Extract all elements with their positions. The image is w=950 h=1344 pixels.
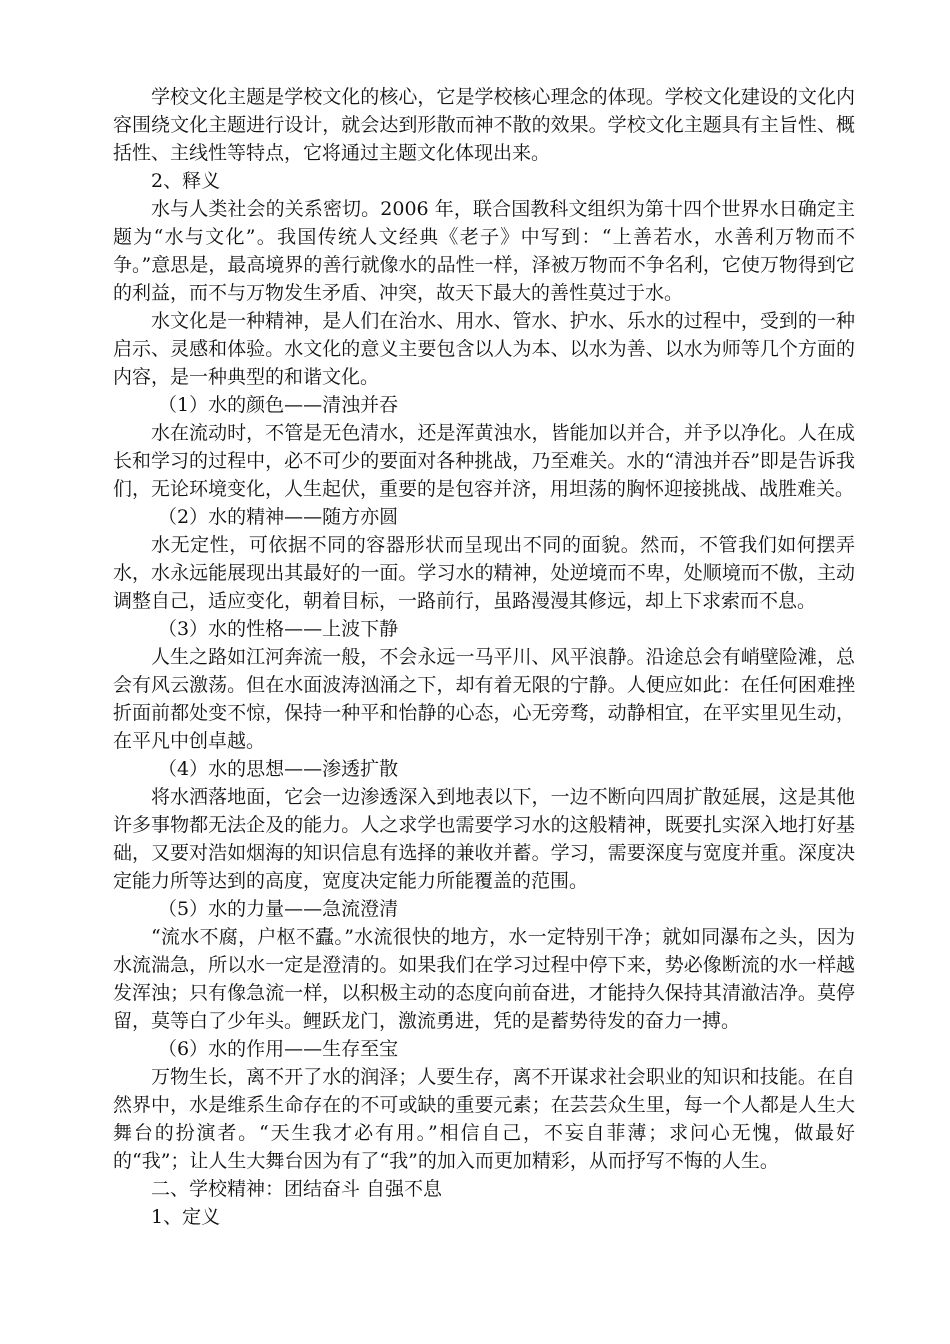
subheading-water-character: （3）水的性格——上波下静 xyxy=(158,618,399,640)
subheading-water-spirit: （2）水的精神——随方亦圆 xyxy=(158,506,399,528)
heading-explanation: 2、释义 xyxy=(151,170,221,192)
subheading-water-thought: （4）水的思想——渗透扩散 xyxy=(158,758,399,780)
heading-school-spirit: 二、学校精神：团结奋斗 自强不息 xyxy=(151,1178,443,1200)
paragraph-water-spirit: 水无定性，可依据不同的容器形状而呈现出不同的面貌。然而，不管我们如何摆弄水，水永远能展现出其最好的一面。学习水的精神，处逆境而不卑，处顺境而不傲，主动调整自己，适应变化，朝着目标，一路前行，虽路漫漫其修远，却上下求索而不息。 xyxy=(113,534,855,612)
subheading-water-function: （6）水的作用——生存至宝 xyxy=(158,1038,399,1060)
subheading-water-color: （1）水的颜色——清浊并吞 xyxy=(158,394,399,416)
paragraph-water-thought: 将水洒落地面，它会一边渗透深入到地表以下，一边不断向四周扩散延展，这是其他许多事物都无法企及的能力。人之求学也需要学习水的这般精神，既要扎实深入地打好基础，又要对浩如烟海的知识信息有选择的兼收并蓄。学习，需要深度与宽度并重。深度决定能力所等达到的高度，宽度决定能力所能覆盖的范围。 xyxy=(113,786,855,892)
paragraph-water-power: “流水不腐，户枢不蠹。”水流很快的地方，水一定特别干净；就如同瀑布之头，因为水流湍急，所以水一定是澄清的。如果我们在学习过程中停下来，势必像断流的水一样越发浑浊；只有像急流一样，以积极主动的态度向前奋进，才能持久保持其清澈洁净。莫停留，莫等白了少年头。鲤跃龙门，激流勇进，凭的是蓄势待发的奋力一搏。 xyxy=(113,926,855,1032)
paragraph-water-culture: 水文化是一种精神，是人们在治水、用水、管水、护水、乐水的过程中，受到的一种启示、灵感和体验。水文化的意义主要包含以人为本、以水为善、以水为师等几个方面的内容，是一种典型的和谐文化。 xyxy=(113,310,855,388)
paragraph-theme-intro: 学校文化主题是学校文化的核心，它是学校核心理念的体现。学校文化建设的文化内容围绕文化主题进行设计，就会达到形散而神不散的效果。学校文化主题具有主旨性、概括性、主线性等特点，它将通过主题文化体现出来。 xyxy=(113,86,855,164)
subheading-water-power: （5）水的力量——急流澄清 xyxy=(158,898,399,920)
heading-definition: 1、定义 xyxy=(151,1206,221,1228)
document-page xyxy=(113,83,855,1231)
paragraph-water-color: 水在流动时，不管是无色清水，还是浑黄浊水，皆能加以并合，并予以净化。人在成长和学习的过程中，必不可少的要面对各种挑战，乃至难关。水的“清浊并吞”即是告诉我们，无论环境变化，人生起伏，重要的是包容并济，用坦荡的胸怀迎接挑战、战胜难关。 xyxy=(113,422,855,500)
paragraph-water-function: 万物生长，离不开了水的润泽；人要生存，离不开谋求社会职业的知识和技能。在自然界中，水是维系生命存在的不可或缺的重要元素；在芸芸众生里，每一个人都是人生大舞台的扮演者。“天生我才必有用。”相信自己，不妄自菲薄；求问心无愧，做最好的“我”；让人生大舞台因为有了“我”的加入而更加精彩，从而抒写不悔的人生。 xyxy=(113,1066,855,1172)
paragraph-water-character: 人生之路如江河奔流一般，不会永远一马平川、风平浪静。沿途总会有峭壁险滩，总会有风云激荡。但在水面波涛汹涌之下，却有着无限的宁静。人便应如此：在任何困难挫折面前都处变不惊，保持一种平和怡静的心态，心无旁骛，动静相宜，在平实里见生动，在平凡中创卓越。 xyxy=(113,646,855,752)
paragraph-water-society: 水与人类社会的关系密切。2006 年，联合国教科文组织为第十四个世界水日确定主题为“水与文化”。我国传统人文经典《老子》中写到：“上善若水，水善利万物而不争。”意思是，最高境界的善行就像水的品性一样，泽被万物而不争名利，它使万物得到它的利益，而不与万物发生矛盾、冲突，故天下最大的善性莫过于水。 xyxy=(113,198,855,304)
